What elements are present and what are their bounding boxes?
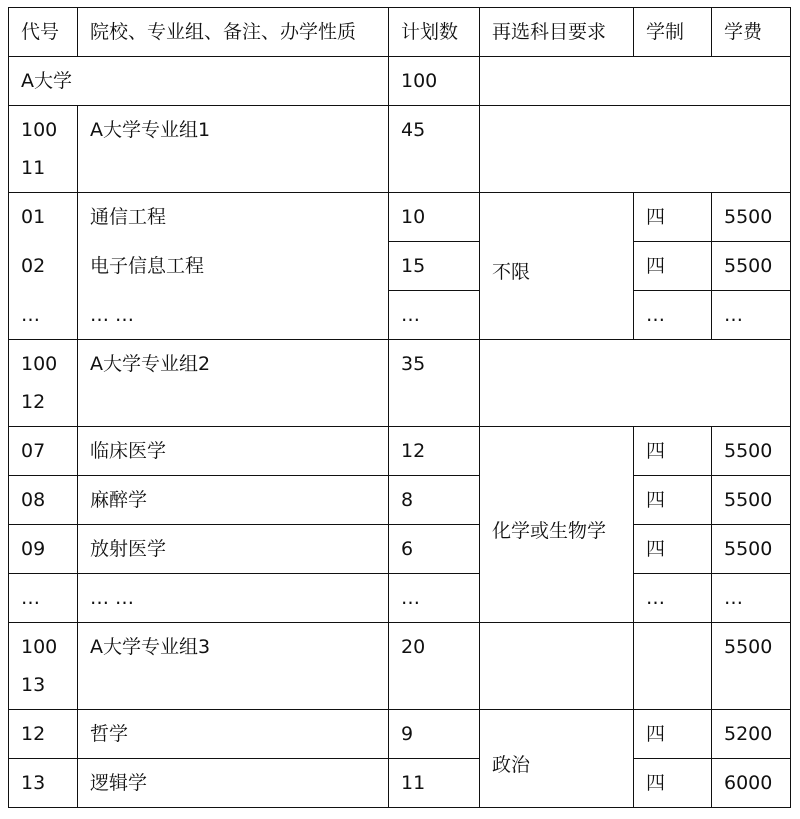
major-code: 02: [9, 242, 78, 291]
major-plan: …: [389, 574, 480, 623]
major-name: … …: [78, 291, 389, 340]
major-row: [9, 427, 791, 476]
major-fee: 5500: [712, 427, 791, 476]
group-empty-cell: [480, 340, 791, 427]
university-plan: 100: [389, 57, 480, 106]
group-row: [9, 623, 791, 710]
major-duration: 四: [634, 193, 712, 242]
major-code: 01: [9, 193, 78, 242]
group-duration-empty: [634, 623, 712, 710]
major-row: [9, 242, 791, 291]
group-fee: 5500: [712, 623, 791, 710]
major-plan: 11: [389, 759, 480, 808]
group-subjects-empty: [480, 623, 634, 710]
major-name: 临床医学: [78, 427, 389, 476]
major-duration: 四: [634, 710, 712, 759]
header-row: [9, 8, 791, 57]
major-row: [9, 476, 791, 525]
major-plan: 15: [389, 242, 480, 291]
major-duration: 四: [634, 476, 712, 525]
major-plan: …: [389, 291, 480, 340]
subject-requirement: 政治: [480, 710, 634, 808]
header-plan: 计划数: [389, 8, 480, 57]
major-fee: 5500: [712, 193, 791, 242]
major-row-ellipsis: [9, 291, 791, 340]
major-plan: 8: [389, 476, 480, 525]
group-row: [9, 340, 791, 427]
major-name: 通信工程: [78, 193, 389, 242]
major-fee: 5500: [712, 525, 791, 574]
group-name: A大学专业组3: [78, 623, 389, 710]
major-plan: 9: [389, 710, 480, 759]
major-code: 09: [9, 525, 78, 574]
group-code: 100 13: [9, 623, 78, 710]
major-fee: 5500: [712, 242, 791, 291]
header-code: 代号: [9, 8, 78, 57]
group-code: 100 11: [9, 106, 78, 193]
group-empty-cell: [480, 106, 791, 193]
group-name: A大学专业组1: [78, 106, 389, 193]
major-duration: 四: [634, 759, 712, 808]
major-name: 麻醉学: [78, 476, 389, 525]
major-duration: 四: [634, 242, 712, 291]
major-code: …: [9, 291, 78, 340]
major-row: [9, 193, 791, 242]
major-code: 13: [9, 759, 78, 808]
group-row: [9, 106, 791, 193]
subject-requirement: 不限: [480, 193, 634, 340]
major-fee: …: [712, 574, 791, 623]
major-name: 哲学: [78, 710, 389, 759]
major-name: 逻辑学: [78, 759, 389, 808]
major-row: [9, 759, 791, 808]
major-plan: 10: [389, 193, 480, 242]
header-duration: 学制: [634, 8, 712, 57]
major-code: …: [9, 574, 78, 623]
subject-requirement: 化学或生物学: [480, 427, 634, 623]
group-plan: 45: [389, 106, 480, 193]
major-duration: …: [634, 291, 712, 340]
header-fee: 学费: [712, 8, 791, 57]
group-plan: 35: [389, 340, 480, 427]
header-subjects: 再选科目要求: [480, 8, 634, 57]
major-code: 07: [9, 427, 78, 476]
major-code: 12: [9, 710, 78, 759]
major-row-ellipsis: [9, 574, 791, 623]
university-row: [9, 57, 791, 106]
major-name: 放射医学: [78, 525, 389, 574]
group-code: 100 12: [9, 340, 78, 427]
major-row: [9, 710, 791, 759]
group-name: A大学专业组2: [78, 340, 389, 427]
major-code: 08: [9, 476, 78, 525]
major-duration: …: [634, 574, 712, 623]
major-fee: 5200: [712, 710, 791, 759]
major-plan: 6: [389, 525, 480, 574]
major-plan: 12: [389, 427, 480, 476]
university-name: A大学: [9, 57, 389, 106]
admission-plan-table: [8, 7, 791, 808]
major-fee: 6000: [712, 759, 791, 808]
university-empty-cell: [480, 57, 791, 106]
major-row: [9, 525, 791, 574]
major-fee: 5500: [712, 476, 791, 525]
group-plan: 20: [389, 623, 480, 710]
major-name: 电子信息工程: [78, 242, 389, 291]
major-name: … …: [78, 574, 389, 623]
header-name: 院校、专业组、备注、办学性质: [78, 8, 389, 57]
major-duration: 四: [634, 427, 712, 476]
major-fee: …: [712, 291, 791, 340]
major-duration: 四: [634, 525, 712, 574]
